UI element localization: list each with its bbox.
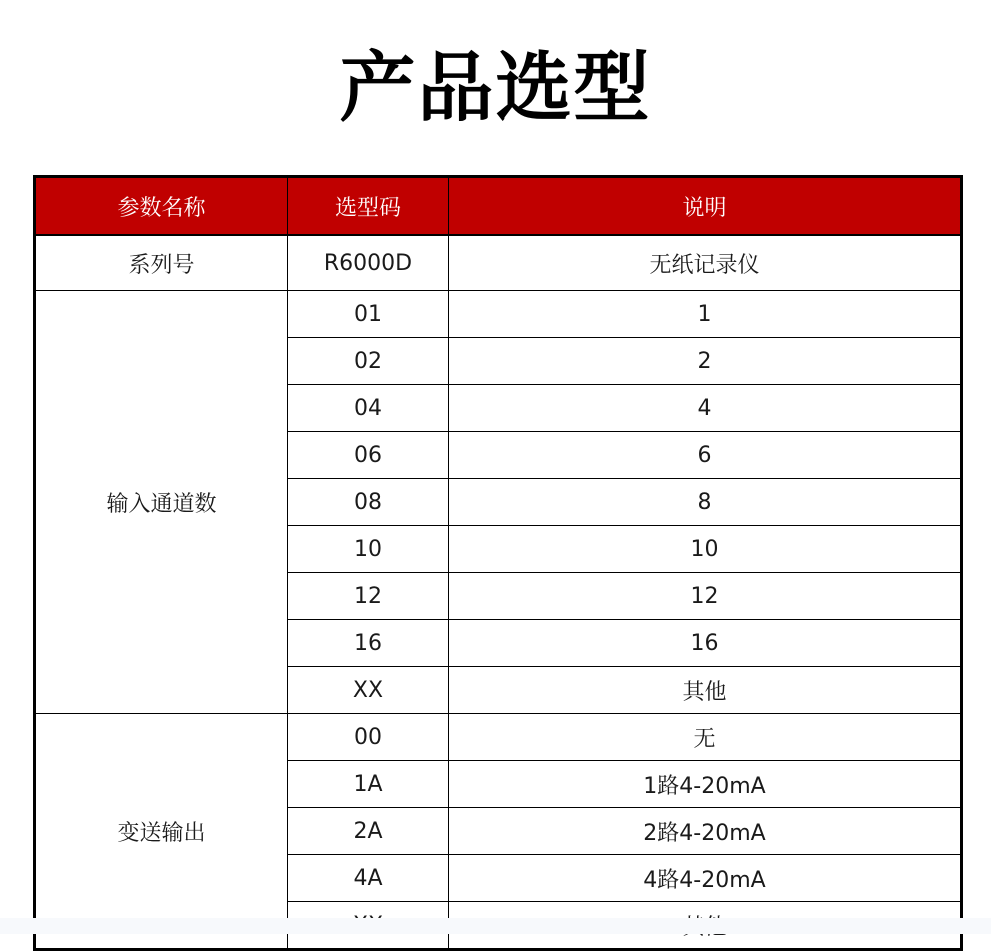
description-cell: 2 [449,338,962,385]
parameter-name-cell: 输入通道数 [35,291,288,714]
selection-code-cell: 06 [288,432,449,479]
table-body [35,235,962,950]
product-selection-table [33,175,963,951]
selection-code-cell: 04 [288,385,449,432]
selection-code-cell: 02 [288,338,449,385]
selection-code-cell: XX [288,667,449,714]
table-row [35,714,962,761]
description-cell: 1路4-20mA [449,761,962,808]
description-cell: 2路4-20mA [449,808,962,855]
selection-code-cell: 01 [288,291,449,338]
selection-code-cell: 10 [288,526,449,573]
description-cell: 16 [449,620,962,667]
description-cell: 8 [449,479,962,526]
footer-strip [0,918,991,934]
column-header-1: 选型码 [288,177,449,236]
table-row [35,291,962,338]
table-header-row [35,177,962,236]
description-cell: 无 [449,714,962,761]
page-title: 产品选型 [339,43,652,132]
table-header [35,177,962,236]
selection-code-cell: 12 [288,573,449,620]
description-cell: 6 [449,432,962,479]
description-cell: 12 [449,573,962,620]
table-row [35,235,962,291]
selection-code-cell: 2A [288,808,449,855]
description-cell: 其他 [449,667,962,714]
description-cell: 4路4-20mA [449,855,962,902]
column-header-2: 说明 [449,177,962,236]
selection-code-cell: 00 [288,714,449,761]
selection-code-cell: 4A [288,855,449,902]
selection-code-cell: 08 [288,479,449,526]
description-cell: 4 [449,385,962,432]
selection-code-cell: R6000D [288,235,449,291]
selection-code-cell: 1A [288,761,449,808]
parameter-name-cell: 变送输出 [35,714,288,950]
parameter-name-cell: 系列号 [35,235,288,291]
description-cell: 10 [449,526,962,573]
column-header-0: 参数名称 [35,177,288,236]
selection-code-cell: 16 [288,620,449,667]
description-cell: 1 [449,291,962,338]
description-cell: 无纸记录仪 [449,235,962,291]
